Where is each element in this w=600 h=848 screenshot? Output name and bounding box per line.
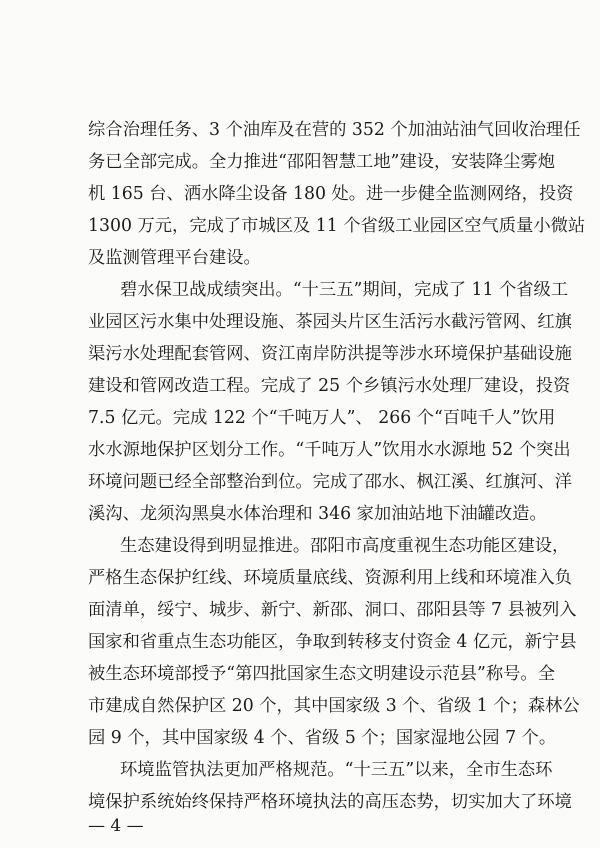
paragraph-start-line: 环境监管执法更加严格规范。“十三五”以来，全市生态环 <box>120 760 553 780</box>
text-line: 境保护系统始终保持严格环境执法的高压态势，切实加大了环境 <box>88 792 572 812</box>
text-line: 环境问题已经全部整治到位。完成了邵水、枫江溪、红旗河、洋 <box>88 472 572 492</box>
text-line: 市建成自然保护区 20 个，其中国家级 3 个、省级 1 个；森林公 <box>88 696 580 716</box>
text-line: 水水源地保护区划分工作。“千吨万人”饮用水水源地 52 个突出 <box>88 440 571 460</box>
text-line: 7.5 亿元。完成 122 个“千吨万人”、 266 个“百吨千人”饮用 <box>88 408 556 428</box>
paragraph-start-line: 生态建设得到明显推进。邵阳市高度重视生态功能区建设， <box>120 536 570 556</box>
text-line: 国家和省重点生态功能区，争取到转移支付资金 4 亿元，新宁县 <box>88 632 577 652</box>
text-line: 综合治理任务、3 个油库及在营的 352 个加油站油气回收治理任 <box>88 120 581 140</box>
text-line: 被生态环境部授予“第四批国家生态文明建设示范县”称号。全 <box>88 664 555 684</box>
page-number: — 4 — <box>88 816 144 836</box>
text-line: 渠污水处理配套管网、资江南岸防洪提等涉水环境保护基础设施 <box>88 344 572 364</box>
text-line: 机 165 台、洒水降尘设备 180 处。进一步健全监测网络，投资 <box>88 184 574 204</box>
text-line: 业园区污水集中处理设施、茶园头片区生活污水截污管网、红旗 <box>88 312 572 332</box>
text-line: 严格生态保护红线、环境质量底线、资源利用上线和环境准入负 <box>88 568 572 588</box>
text-line: 1300 万元，完成了市城区及 11 个省级工业园区空气质量小微站 <box>88 216 586 236</box>
text-line: 园 9 个，其中国家级 4 个、省级 5 个；国家湿地公园 7 个。 <box>88 728 557 748</box>
text-line: 建设和管网改造工程。完成了 25 个乡镇污水处理厂建设，投资 <box>88 376 571 396</box>
text-line: 务已全部完成。全力推进“邵阳智慧工地”建设，安装降尘雾炮 <box>88 152 555 172</box>
paragraph-start-line: 碧水保卫战成绩突出。“十三五”期间，完成了 11 个省级工 <box>120 280 569 300</box>
text-line: 及监测管理平台建设。 <box>88 248 261 268</box>
text-line: 面清单，绥宁、城步、新宁、新邵、洞口、邵阳县等 7 县被列入 <box>88 600 577 620</box>
text-line: 溪沟、龙须沟黑臭水体治理和 346 家加油站地下油罐改造。 <box>88 504 547 524</box>
